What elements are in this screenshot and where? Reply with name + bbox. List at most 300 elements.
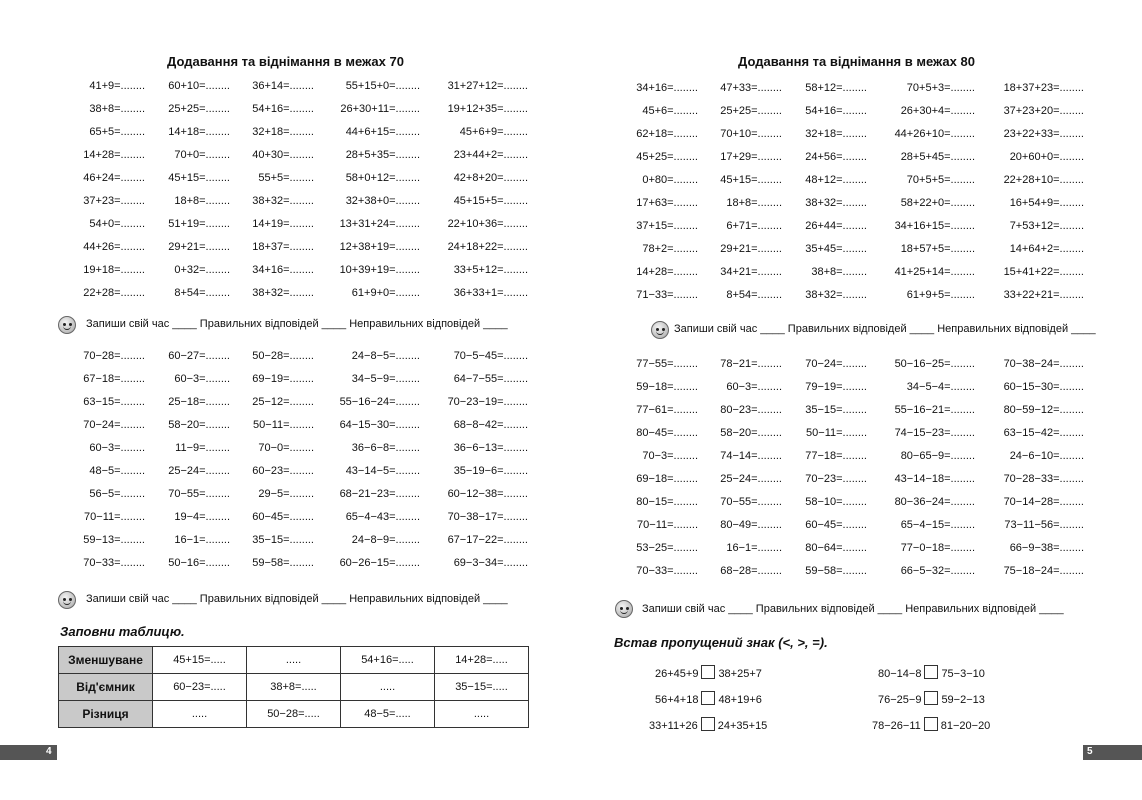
right-exercise-block-1 (571, 82, 1142, 312)
exercise-item: 38+32=........ (805, 197, 867, 209)
compare-right: 81−20−20 (940, 720, 991, 732)
table-row (59, 674, 529, 701)
exercise-item: 31+27+12=........ (447, 80, 528, 92)
exercise-item: 32+18=........ (805, 128, 867, 140)
exercise-item: 15+41+22=........ (1003, 266, 1084, 278)
row-header: Зменшуване (59, 647, 153, 674)
exercise-row (571, 266, 1142, 282)
left-exercise-block-1 (0, 80, 571, 310)
exercise-item: 12+38+19=........ (339, 241, 420, 253)
smiley-icon (58, 591, 76, 609)
exercise-item: 38+32=........ (252, 287, 314, 299)
exercise-row (0, 511, 571, 527)
exercise-item: 66−5−32=........ (900, 565, 975, 577)
exercise-item: 63−15=........ (83, 396, 145, 408)
exercise-row (571, 243, 1142, 259)
exercise-item: 59−58=........ (805, 565, 867, 577)
exercise-item: 18+57+5=........ (900, 243, 975, 255)
exercise-row (571, 174, 1142, 190)
exercise-item: 80−23=........ (720, 404, 782, 416)
exercise-item: 18+8=........ (726, 197, 782, 209)
exercise-item: 61+9+5=........ (906, 289, 975, 301)
answer-box[interactable] (701, 691, 715, 705)
exercise-item: 13+31+24=........ (339, 218, 420, 230)
exercise-item: 54+16=........ (805, 105, 867, 117)
exercise-item: 36+14=........ (252, 80, 314, 92)
exercise-item: 45+6+9=........ (459, 126, 528, 138)
exercise-row (571, 496, 1142, 512)
exercise-item: 77−0−18=........ (900, 542, 975, 554)
exercise-item: 50−16=........ (168, 557, 230, 569)
compare-right: 59−2−13 (941, 694, 985, 706)
exercise-item: 55+15+0=........ (345, 80, 420, 92)
exercise-item: 11−9=........ (175, 442, 230, 454)
exercise-row (0, 172, 571, 188)
exercise-item: 60−45=........ (252, 511, 314, 523)
exercise-item: 50−11=........ (806, 427, 867, 439)
exercise-item: 80−36−24=........ (894, 496, 975, 508)
exercise-item: 41+25+14=........ (894, 266, 975, 278)
exercise-row (0, 396, 571, 412)
exercise-item: 70+0=........ (174, 149, 230, 161)
exercise-item: 70−33=........ (636, 565, 698, 577)
exercise-item: 70−5−45=........ (453, 350, 528, 362)
exercise-item: 25−18=........ (168, 396, 230, 408)
exercise-item: 29−5=........ (258, 488, 314, 500)
exercise-item: 60−12−38=........ (447, 488, 528, 500)
compare-item (649, 717, 767, 732)
exercise-item: 28+5+45=........ (900, 151, 975, 163)
exercise-item: 60−15−30=........ (1003, 381, 1084, 393)
exercise-row (571, 404, 1142, 420)
exercise-item: 80−49=........ (720, 519, 782, 531)
exercise-item: 70−24=........ (83, 419, 145, 431)
exercise-item: 19+18=........ (83, 264, 145, 276)
exercise-item: 65−4−43=........ (345, 511, 420, 523)
exercise-item: 70−23=........ (805, 473, 867, 485)
exercise-item: 70−11=........ (84, 511, 145, 523)
exercise-row (571, 473, 1142, 489)
exercise-item: 44+26=........ (83, 241, 145, 253)
exercise-item: 36−6−13=........ (453, 442, 528, 454)
exercise-item: 45+15+5=........ (453, 195, 528, 207)
exercise-row (571, 105, 1142, 121)
exercise-item: 60−27=........ (168, 350, 230, 362)
compare-right: 24+35+15 (717, 720, 768, 732)
exercise-item: 55−16−24=........ (339, 396, 420, 408)
exercise-row (0, 419, 571, 435)
exercise-item: 80−59−12=........ (1003, 404, 1084, 416)
table-row (59, 701, 529, 728)
exercise-item: 70−23−19=........ (447, 396, 528, 408)
exercise-row (0, 442, 571, 458)
exercise-item: 60−23=........ (252, 465, 314, 477)
exercise-item: 62+18=........ (636, 128, 698, 140)
exercise-item: 58−10=........ (805, 496, 867, 508)
exercise-item: 44+26+10=........ (894, 128, 975, 140)
exercise-item: 6+71=........ (726, 220, 782, 232)
exercise-item: 66−9−38=........ (1009, 542, 1084, 554)
exercise-item: 16−1=........ (174, 534, 230, 546)
exercise-row (0, 373, 571, 389)
exercise-item: 64−7−55=........ (453, 373, 528, 385)
exercise-item: 14+18=........ (168, 126, 230, 138)
compare-left: 80−14−8 (878, 668, 922, 680)
exercise-item: 55−16−21=........ (894, 404, 975, 416)
compare-left: 33+11+26 (649, 720, 698, 732)
exercise-row (0, 103, 571, 119)
table-cell: 38+8=..... (247, 674, 341, 701)
exercise-item: 25+25=........ (720, 105, 782, 117)
answer-box[interactable] (924, 717, 938, 731)
exercise-item: 47+33=........ (720, 82, 782, 94)
left-page-title: Додавання та віднімання в межах 70 (167, 54, 404, 69)
exercise-item: 65−4−15=........ (900, 519, 975, 531)
exercise-row (0, 218, 571, 234)
exercise-item: 25−12=........ (252, 396, 314, 408)
exercise-item: 26+44=........ (805, 220, 867, 232)
table-cell: 14+28=..... (435, 647, 529, 674)
exercise-row (571, 220, 1142, 236)
table-cell: 50−28=..... (247, 701, 341, 728)
exercise-item: 10+39+19=........ (339, 264, 420, 276)
exercise-row (0, 465, 571, 481)
exercise-item: 59−13=........ (83, 534, 145, 546)
compare-task-title: Встав пропущений знак (<, >, =). (614, 635, 828, 650)
exercise-item: 36−6−8=........ (351, 442, 420, 454)
exercise-item: 20+60+0=........ (1009, 151, 1084, 163)
exercise-item: 60+10=........ (168, 80, 230, 92)
exercise-row (0, 534, 571, 550)
exercise-item: 70+5+5=........ (906, 174, 975, 186)
exercise-item: 75−18−24=........ (1003, 565, 1084, 577)
exercise-item: 70−11=........ (637, 519, 698, 531)
exercise-item: 23+22+33=........ (1003, 128, 1084, 140)
exercise-row (571, 519, 1142, 535)
exercise-row (571, 427, 1142, 443)
exercise-item: 34+16=........ (636, 82, 698, 94)
exercise-item: 53−25=........ (636, 542, 698, 554)
exercise-row (571, 289, 1142, 305)
page-number: 4 (46, 746, 52, 757)
exercise-item: 26+30+4=........ (900, 105, 975, 117)
exercise-item: 29+21=........ (168, 241, 230, 253)
exercise-item: 34+16+15=........ (894, 220, 975, 232)
exercise-item: 43−14−18=........ (894, 473, 975, 485)
exercise-item: 37+15=........ (636, 220, 698, 232)
exercise-item: 34−5−4=........ (906, 381, 975, 393)
exercise-item: 70−24=........ (805, 358, 867, 370)
exercise-item: 58+12=........ (805, 82, 867, 94)
page-number: 5 (1087, 746, 1093, 757)
time-record-line: Запиши свій час ____ Правильних відповідей ____ Неправильних відповідей ____ (642, 603, 1064, 615)
exercise-item: 80−45=........ (636, 427, 698, 439)
exercise-row (0, 264, 571, 280)
exercise-item: 61+9+0=........ (351, 287, 420, 299)
row-header: Різниця (59, 701, 153, 728)
table-task-title: Заповни таблицю. (60, 624, 185, 639)
exercise-item: 68−8−42=........ (453, 419, 528, 431)
exercise-item: 24−8−9=........ (351, 534, 420, 546)
exercise-item: 70−55=........ (168, 488, 230, 500)
exercise-row (571, 542, 1142, 558)
exercise-item: 70−33=........ (83, 557, 145, 569)
exercise-item: 35+45=........ (805, 243, 867, 255)
exercise-item: 58−20=........ (168, 419, 230, 431)
exercise-item: 70+5+3=........ (906, 82, 975, 94)
exercise-item: 14+28=........ (636, 266, 698, 278)
exercise-item: 55+5=........ (258, 172, 314, 184)
exercise-item: 19+12+35=........ (447, 103, 528, 115)
compare-right: 38+25+7 (718, 668, 762, 680)
exercise-item: 42+8+20=........ (453, 172, 528, 184)
exercise-item: 70−55=........ (720, 496, 782, 508)
exercise-row (571, 82, 1142, 98)
exercise-item: 18+8=........ (174, 195, 230, 207)
exercise-item: 22+28+10=........ (1003, 174, 1084, 186)
exercise-item: 78−21=........ (720, 358, 782, 370)
exercise-row (0, 195, 571, 211)
exercise-item: 63−15−42=........ (1003, 427, 1084, 439)
exercise-item: 32+18=........ (252, 126, 314, 138)
right-page (571, 0, 1142, 800)
answer-box[interactable] (924, 691, 938, 705)
exercise-row (571, 565, 1142, 581)
exercise-item: 8+54=........ (174, 287, 230, 299)
exercise-item: 45+15=........ (168, 172, 230, 184)
time-record-line: Запиши свій час ____ Правильних відповідей ____ Неправильних відповідей ____ (674, 323, 1096, 335)
table-cell: 45+15=..... (153, 647, 247, 674)
exercise-item: 18+37=........ (252, 241, 314, 253)
exercise-row (571, 381, 1142, 397)
exercise-item: 68−21−23=........ (339, 488, 420, 500)
exercise-item: 50−11=........ (253, 419, 314, 431)
exercise-item: 56−5=........ (89, 488, 145, 500)
table-cell: ..... (247, 647, 341, 674)
exercise-item: 24−8−5=........ (351, 350, 420, 362)
exercise-item: 70+10=........ (720, 128, 782, 140)
exercise-item: 70−0=........ (258, 442, 314, 454)
exercise-item: 38+8=........ (89, 103, 145, 115)
compare-item (872, 717, 990, 732)
exercise-item: 70−28−33=........ (1003, 473, 1084, 485)
exercise-item: 60−3=........ (89, 442, 145, 454)
exercise-item: 16−1=........ (726, 542, 782, 554)
exercise-row (0, 557, 571, 573)
smiley-icon (58, 316, 76, 334)
exercise-item: 54+0=........ (89, 218, 145, 230)
answer-box[interactable] (701, 665, 715, 679)
time-record-line: Запиши свій час ____ Правильних відповідей ____ Неправильних відповідей ____ (86, 318, 508, 330)
exercise-row (571, 358, 1142, 374)
exercise-item: 50−28=........ (252, 350, 314, 362)
compare-right: 48+19+6 (718, 694, 762, 706)
exercise-item: 77−61=........ (636, 404, 698, 416)
exercise-item: 59−18=........ (636, 381, 698, 393)
exercise-item: 41+9=........ (89, 80, 145, 92)
exercise-item: 22+10+36=........ (447, 218, 528, 230)
exercise-row (0, 287, 571, 303)
exercise-item: 48−5=........ (89, 465, 145, 477)
exercise-item: 23+44+2=........ (453, 149, 528, 161)
exercise-item: 37+23+20=........ (1003, 105, 1084, 117)
compare-item (878, 665, 985, 680)
left-exercise-block-2 (0, 350, 571, 580)
exercise-item: 40+30=........ (252, 149, 314, 161)
exercise-item: 70−14−28=........ (1003, 496, 1084, 508)
exercise-item: 70−28=........ (83, 350, 145, 362)
exercise-item: 60−45=........ (805, 519, 867, 531)
exercise-item: 74−14=........ (720, 450, 782, 462)
exercise-item: 14+19=........ (252, 218, 314, 230)
compare-item (655, 665, 762, 680)
exercise-item: 0+32=........ (174, 264, 230, 276)
exercise-item: 28+5+35=........ (345, 149, 420, 161)
exercise-item: 70−38−24=........ (1003, 358, 1084, 370)
exercise-item: 34−5−9=........ (351, 373, 420, 385)
exercise-row (0, 350, 571, 366)
exercise-item: 58+0+12=........ (345, 172, 420, 184)
exercise-item: 58−20=........ (720, 427, 782, 439)
table-cell: ..... (435, 701, 529, 728)
exercise-item: 44+6+15=........ (345, 126, 420, 138)
exercise-item: 54+16=........ (252, 103, 314, 115)
compare-item (655, 691, 762, 706)
exercise-item: 24−6−10=........ (1009, 450, 1084, 462)
exercise-item: 43−14−5=........ (345, 465, 420, 477)
exercise-row (571, 450, 1142, 466)
exercise-item: 51+19=........ (168, 218, 230, 230)
exercise-item: 36+33+1=........ (453, 287, 528, 299)
exercise-item: 70−3=........ (642, 450, 698, 462)
exercise-item: 67−18=........ (83, 373, 145, 385)
exercise-item: 45+6=........ (642, 105, 698, 117)
exercise-item: 25−24=........ (720, 473, 782, 485)
exercise-item: 45+25=........ (636, 151, 698, 163)
exercise-item: 77−18=........ (805, 450, 867, 462)
exercise-item: 37+23=........ (83, 195, 145, 207)
exercise-item: 24+18+22=........ (447, 241, 528, 253)
exercise-item: 38+8=........ (811, 266, 867, 278)
exercise-item: 80−15=........ (636, 496, 698, 508)
smiley-icon (651, 321, 669, 339)
answer-box[interactable] (701, 717, 715, 731)
exercise-item: 80−64=........ (805, 542, 867, 554)
compare-left: 78−26−11 (872, 720, 921, 732)
exercise-item: 80−65−9=........ (900, 450, 975, 462)
exercise-item: 69−19=........ (252, 373, 314, 385)
exercise-item: 7+53+12=........ (1009, 220, 1084, 232)
exercise-item: 26+30+11=........ (340, 103, 420, 115)
exercise-item: 18+37+23=........ (1003, 82, 1084, 94)
compare-item (878, 691, 985, 706)
exercise-item: 17+63=........ (636, 197, 698, 209)
exercise-row (571, 151, 1142, 167)
exercise-row (0, 80, 571, 96)
exercise-item: 68−28=........ (720, 565, 782, 577)
exercise-item: 34+16=........ (252, 264, 314, 276)
exercise-item: 14+28=........ (83, 149, 145, 161)
fill-table (58, 646, 529, 728)
exercise-row (0, 241, 571, 257)
exercise-item: 60−26−15=........ (339, 557, 420, 569)
exercise-item: 34+21=........ (720, 266, 782, 278)
compare-left: 26+45+9 (655, 668, 699, 680)
exercise-item: 65+5=........ (89, 126, 145, 138)
exercise-item: 38+32=........ (805, 289, 867, 301)
table-cell: 35−15=..... (435, 674, 529, 701)
exercise-item: 24+56=........ (805, 151, 867, 163)
exercise-item: 45+15=........ (720, 174, 782, 186)
exercise-item: 38+32=........ (252, 195, 314, 207)
smiley-icon (615, 600, 633, 618)
exercise-item: 33+22+21=........ (1003, 289, 1084, 301)
exercise-item: 79−19=........ (805, 381, 867, 393)
table-cell: ..... (341, 674, 435, 701)
exercise-item: 35−19−6=........ (453, 465, 528, 477)
exercise-row (571, 128, 1142, 144)
exercise-item: 17+29=........ (720, 151, 782, 163)
exercise-item: 69−3−34=........ (453, 557, 528, 569)
exercise-item: 0+80=........ (642, 174, 698, 186)
answer-box[interactable] (924, 665, 938, 679)
exercise-row (0, 126, 571, 142)
exercise-item: 59−58=........ (252, 557, 314, 569)
exercise-item: 32+38+0=........ (345, 195, 420, 207)
exercise-item: 33+5+12=........ (453, 264, 528, 276)
row-header: Від'ємник (59, 674, 153, 701)
compare-left: 76−25−9 (878, 694, 922, 706)
table-cell: 60−23=..... (153, 674, 247, 701)
exercise-item: 58+22+0=........ (900, 197, 975, 209)
table-cell: ..... (153, 701, 247, 728)
exercise-item: 19−4=........ (174, 511, 230, 523)
exercise-item: 60−3=........ (174, 373, 230, 385)
exercise-item: 60−3=........ (726, 381, 782, 393)
exercise-item: 70−38−17=........ (447, 511, 528, 523)
exercise-item: 67−17−22=........ (447, 534, 528, 546)
right-exercise-block-2 (571, 358, 1142, 588)
exercise-item: 35−15=........ (805, 404, 867, 416)
exercise-item: 69−18=........ (636, 473, 698, 485)
exercise-item: 35−15=........ (252, 534, 314, 546)
exercise-item: 29+21=........ (720, 243, 782, 255)
table-row (59, 647, 529, 674)
compare-right: 75−3−10 (941, 668, 985, 680)
table-cell: 54+16=..... (341, 647, 435, 674)
exercise-item: 25+25=........ (168, 103, 230, 115)
exercise-item: 71−33=........ (636, 289, 698, 301)
exercise-item: 14+64+2=........ (1009, 243, 1084, 255)
exercise-row (571, 197, 1142, 213)
right-page-title: Додавання та віднімання в межах 80 (738, 54, 975, 69)
exercise-item: 16+54+9=........ (1009, 197, 1084, 209)
exercise-item: 73−11−56=........ (1004, 519, 1084, 531)
exercise-item: 78+2=........ (642, 243, 698, 255)
exercise-item: 46+24=........ (83, 172, 145, 184)
time-record-line: Запиши свій час ____ Правильних відповідей ____ Неправильних відповідей ____ (86, 593, 508, 605)
compare-left: 56+4+18 (655, 694, 699, 706)
exercise-row (0, 488, 571, 504)
exercise-item: 64−15−30=........ (339, 419, 420, 431)
exercise-item: 74−15−23=........ (894, 427, 975, 439)
exercise-item: 77−55=........ (636, 358, 698, 370)
exercise-item: 48+12=........ (805, 174, 867, 186)
exercise-row (0, 149, 571, 165)
exercise-item: 50−16−25=........ (894, 358, 975, 370)
exercise-item: 22+28=........ (83, 287, 145, 299)
exercise-item: 8+54=........ (726, 289, 782, 301)
